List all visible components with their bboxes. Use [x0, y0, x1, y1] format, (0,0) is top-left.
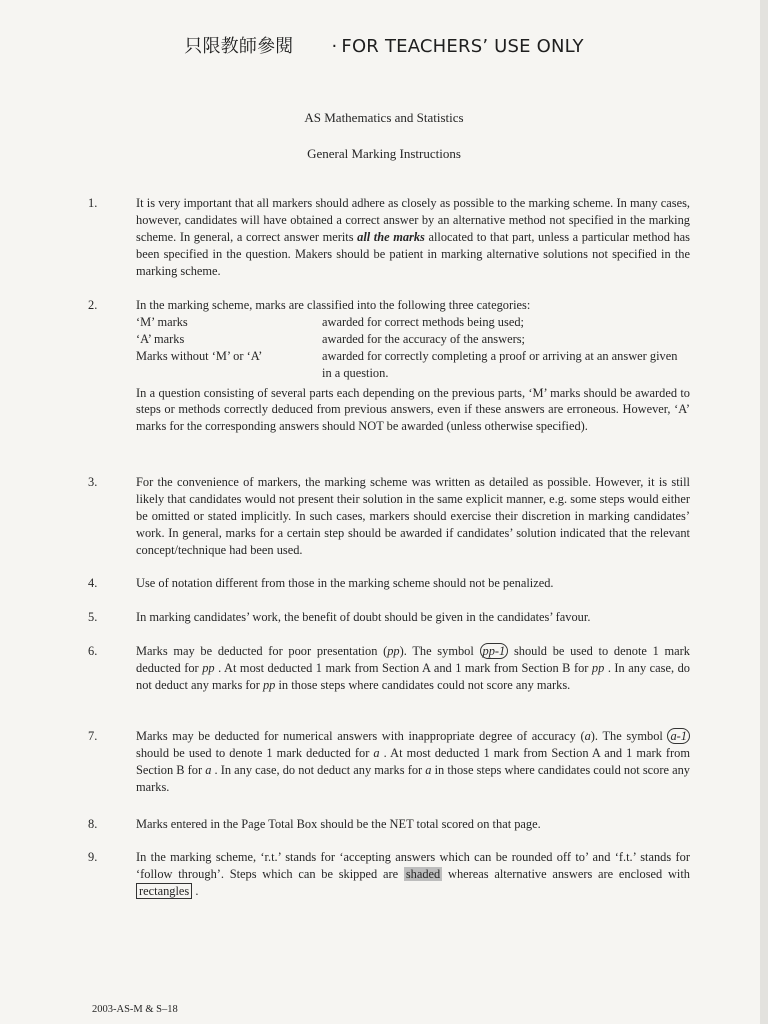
- item-body: [136, 643, 690, 694]
- header-english: FOR TEACHERS’ USE ONLY: [341, 36, 584, 57]
- text-run: Marks may be deducted for numerical answers with inappropriate degree of accuracy (: [136, 729, 585, 743]
- text-run: . At most deducted 1 mark from Section A and 1 mark from Section B for: [214, 660, 592, 675]
- item-number: 3.: [88, 475, 98, 489]
- item-body: [136, 474, 690, 559]
- text-run: should be used to denote 1 mark deducted for: [136, 644, 690, 675]
- text-run: . In any case, do not deduct any marks for: [136, 660, 690, 692]
- text-run: allocated to that part, unless a particular method has been specified in the question. Makers should be patient in marking alternative solutions not specified in the marking scheme.: [136, 229, 690, 278]
- text-run: in those steps where candidates could not score any marks.: [136, 762, 691, 794]
- pp-term: pp: [202, 660, 215, 675]
- category-term: ‘M’ marks: [136, 314, 188, 329]
- item-number: 2.: [88, 298, 98, 312]
- a-term: a: [205, 762, 212, 777]
- text-run: It is very important that all markers should adhere as closely as possible to the marking scheme. In many cases, however, candidates will have obtained a correct answer by an alternative method not specified in the marking scheme. In general, a correct answer merits: [136, 196, 690, 244]
- category-term: Marks without ‘M’ or ‘A’: [136, 348, 263, 363]
- item-number: 5.: [88, 610, 98, 624]
- category-row: [136, 314, 690, 331]
- text-run: .: [192, 883, 199, 898]
- page-header: [0, 32, 768, 58]
- category-row: [136, 331, 690, 348]
- a-term: a: [425, 762, 432, 777]
- item-text: [136, 728, 690, 796]
- item-text: [136, 195, 690, 280]
- item-text: [136, 849, 690, 900]
- course-title: AS Mathematics and Statistics: [304, 110, 464, 125]
- pp-term: pp: [387, 644, 400, 658]
- item-number: 1.: [88, 196, 98, 210]
- header-chinese: 只限教師參閱: [184, 36, 294, 57]
- item-text: In marking candidates’ work, the benefit of doubt should be given in the candidates’ favour.: [136, 610, 591, 624]
- item-body: [136, 849, 690, 900]
- text-run: ). The symbol: [399, 644, 480, 658]
- category-row: [136, 348, 690, 382]
- category-desc: awarded for correctly completing a proof or arriving at an answer given in a question.: [322, 348, 678, 380]
- pp-1-symbol: pp-1: [480, 643, 509, 659]
- item-body: [136, 816, 690, 833]
- section-title: General Marking Instructions: [307, 146, 461, 161]
- item-body: [136, 195, 690, 280]
- text-run: should be used to denote 1 mark deducted for: [136, 745, 374, 760]
- item-body: [136, 728, 690, 796]
- text-run: in those steps where candidates could not score any marks.: [275, 677, 571, 692]
- item-number: 7.: [88, 729, 98, 743]
- item-body: [136, 575, 690, 592]
- item-text: For the convenience of markers, the marking scheme was written as detailed as possible. However, it is still likely that candidates would not present their solution in the same explicit manner, e.g. some steps would either be omitted or stated implicitly. In such cases, markers should exercise their discretion in marking candidates’ work. In general, marks for a certain step should be awarded if candidates’ solution indicated that the relevant concept/technique had been used.: [136, 475, 690, 557]
- mark-categories: [136, 314, 690, 382]
- category-desc: awarded for the accuracy of the answers;: [322, 331, 525, 346]
- item-body: [136, 297, 690, 435]
- pp-term: pp: [262, 677, 276, 692]
- shaded-example: shaded: [405, 866, 441, 881]
- item-number: 6.: [88, 644, 98, 658]
- item-text: In a question consisting of several parts each depending on the previous parts, ‘M’ marks should be awarded to steps or methods correctly deduced from previous answers, even if these answers are erroneous. However, ‘A’ marks for the corresponding answers should NOT be awarded (unless otherwise specified).: [136, 385, 690, 434]
- item-text: [136, 643, 690, 694]
- category-desc: awarded for correct methods being used;: [322, 314, 524, 329]
- header-separator: ·: [331, 36, 338, 57]
- item-text: Use of notation different from those in the marking scheme should not be penalized.: [136, 576, 554, 590]
- text-run: In the marking scheme, ‘r.t.’ stands for ‘accepting answers which can be rounded off to’ and ‘f.t.’ stands for ‘follow through’. Steps which can be skipped are: [136, 850, 690, 881]
- a-term: a: [373, 745, 380, 760]
- emphasis-text: all the marks: [357, 229, 425, 244]
- item-number: 4.: [88, 576, 98, 590]
- item-number: 9.: [88, 850, 98, 864]
- item-intro: In the marking scheme, marks are classified into the following three categories:: [136, 298, 531, 312]
- category-term: ‘A’ marks: [136, 331, 185, 346]
- text-run: . In any case, do not deduct any marks for: [211, 762, 426, 777]
- a-1-symbol: a-1: [667, 728, 690, 744]
- text-run: Marks may be deducted for poor presentation (: [136, 644, 388, 658]
- item-text: Marks entered in the Page Total Box should be the NET total scored on that page.: [136, 817, 541, 831]
- text-run: whereas alternative answers are enclosed with: [442, 866, 690, 881]
- text-run: . At most deducted 1 mark from Section A and 1 mark from Section B for: [136, 745, 690, 777]
- item-number: 8.: [88, 817, 98, 831]
- page-footer: 2003-AS-M & S–18: [92, 1004, 178, 1015]
- item-body: [136, 609, 690, 626]
- text-run: ). The symbol: [590, 729, 668, 743]
- rectangle-example: rectangles: [136, 883, 192, 899]
- a-term: a: [584, 729, 591, 743]
- pp-term: pp: [591, 660, 605, 675]
